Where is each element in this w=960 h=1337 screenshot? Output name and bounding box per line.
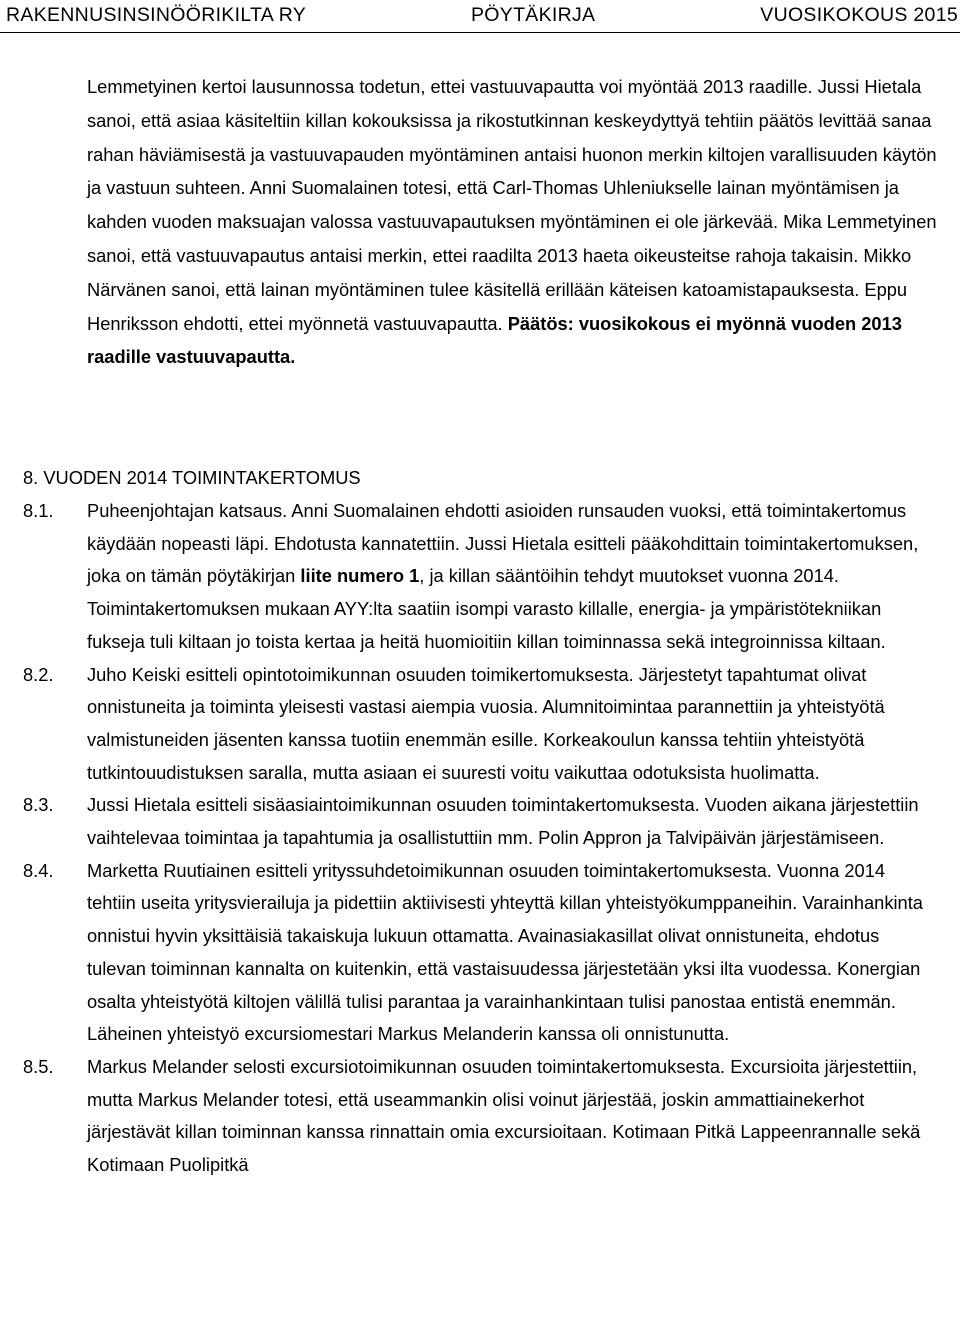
page-header — [6, 0, 960, 30]
list-item — [23, 495, 938, 659]
list-item — [23, 1051, 938, 1182]
item-number: 8.3. — [23, 794, 54, 816]
list-item — [23, 855, 938, 1051]
item-number: 8.5. — [23, 1055, 54, 1077]
header-divider — [0, 32, 960, 33]
header-document-type: PÖYTÄKIRJA — [470, 3, 596, 26]
section-title: 8. VUODEN 2014 TOIMINTAKERTOMUS — [23, 467, 361, 488]
item-text: Jussi Hietala esitteli sisäasiaintoimikunnan osuuden toimintakertomuksesta. Vuoden aikana järjestettiin vaihtelevaa toimintaa ja tapahtumia ja osallistuttiin mm. Polin Appron ja Talvipäivän järjestämiseen. — [87, 794, 919, 849]
section-items — [23, 495, 938, 1182]
item-number: 8.4. — [23, 859, 54, 881]
list-item — [23, 659, 938, 790]
item-text: Puheenjohtajan katsaus. Anni Suomalainen ehdotti asioiden runsauden vuoksi, että toimintakertomus käydään nopeasti läpi. Ehdotusta kannatettiin. Jussi Hietala esitteli pääkohdittain toimintakertomuksen, joka on tämän pöytäkirjan liite numero 1, ja killan sääntöihin tehdyt muutokset vuonna 2014. Toimintakertomuksen mukaan AYY:lta saatiin isompi varasto killalle, energia- ja ympäristötekniikan fukseja tuli kiltaan jo toista kertaa ja heitä huomioitiin killan toiminnassa sekä integroinnissa kiltaan. — [87, 500, 919, 652]
item-text: Juho Keiski esitteli opintotoimikunnan osuuden toimikertomuksesta. Järjestetyt tapahtumat olivat onnistuneita ja toiminta yleisesti vastasi aiempia vuosia. Alumnitoimintaa parannettiin ja yhteistyötä valmistuneiden jäsenten kanssa tuotiin enemmän esille. Korkeakoulun kanssa tehtiin yhteistyötä tutkintouudistuksen saralla, mutta asiaan ei suuresti voitu vaikuttaa odotuksista huolimatta. — [87, 663, 885, 783]
decision-text: Päätös: vuosikokous ei myönnä vuoden 2013 raadille vastuuvapautta. — [87, 312, 902, 368]
item-text: Marketta Ruutiainen esitteli yrityssuhdetoimikunnan osuuden toimintakertomuksesta. Vuonna 2014 tehtiin useita yritysvierailuja ja pidettiin aktiivisesti yhteyttä killan yhteistyökumppaneihin. Varainhankinta onnistui hyvin yksittäisiä takaiskuja lukuun ottamatta. Avainasiakasillat olivat onnistuneita, ehdotus tulevan toiminnan kannalta on kuitenkin, että vastaisuudessa järjestetään yksi ilta vuodessa. Konergian osalta yhteistyötä kiltojen välillä tulisi parantaa ja varainhankintaan tulisi panostaa entistä enemmän. Läheinen yhteistyö excursiomestari Markus Melanderin kanssa oli onnistunutta. — [87, 859, 923, 1045]
list-item — [23, 789, 938, 854]
item-text: Markus Melander selosti excursiotoimikunnan osuuden toimintakertomuksesta. Excursioita järjestettiin, mutta Markus Melander totesi, että useammankin olisi voinut järjestää, joskin ammattiainekerhot järjestävät killan toiminnan kanssa rinnattain omia excursioitaan. Kotimaan Pitkä Lappeenrannalle sekä Kotimaan Puolipitkä — [87, 1055, 921, 1176]
header-meeting: VUOSIKOKOUS 2015 — [760, 3, 958, 26]
item-number: 8.2. — [23, 663, 54, 685]
item-number: 8.1. — [23, 500, 54, 521]
intro-paragraph — [87, 70, 937, 374]
attachment-reference: liite numero 1 — [300, 565, 420, 587]
intro-block — [87, 70, 937, 374]
header-organization: RAKENNUSINSINÖÖRIKILTA RY — [6, 3, 307, 26]
intro-text: Lemmetyinen kertoi lausunnossa todetun, ettei vastuuvapautta voi myöntää 2013 raadille. Jussi Hietala sanoi, että asiaa käsiteltiin killan kokouksissa ja rikostutkinnan keskeydyttyä tehtiin päätös levittää sanaa rahan häviämisestä ja vastuuvapauden myöntäminen antaisi huonon merkin kiltojen varallisuuden käytön ja vastuun suhteen. Anni Suomalainen totesi, että Carl-Thomas Uhleniukselle lainan myöntämisen ja kahden vuoden maksuajan valossa vastuuvapautuksen myöntäminen ei ole järkevää. Mika Lemmetyinen sanoi, että vastuuvapautus antaisi merkin, ettei raadilta 2013 haeta oikeusteitse rahoja takaisin. Mikko Närvänen sanoi, että lainan myöntäminen tulee käsitellä erillään käteisen katoamistapauksesta. Eppu Henriksson ehdotti, ettei myönnetä vastuuvapautta. — [87, 76, 937, 334]
